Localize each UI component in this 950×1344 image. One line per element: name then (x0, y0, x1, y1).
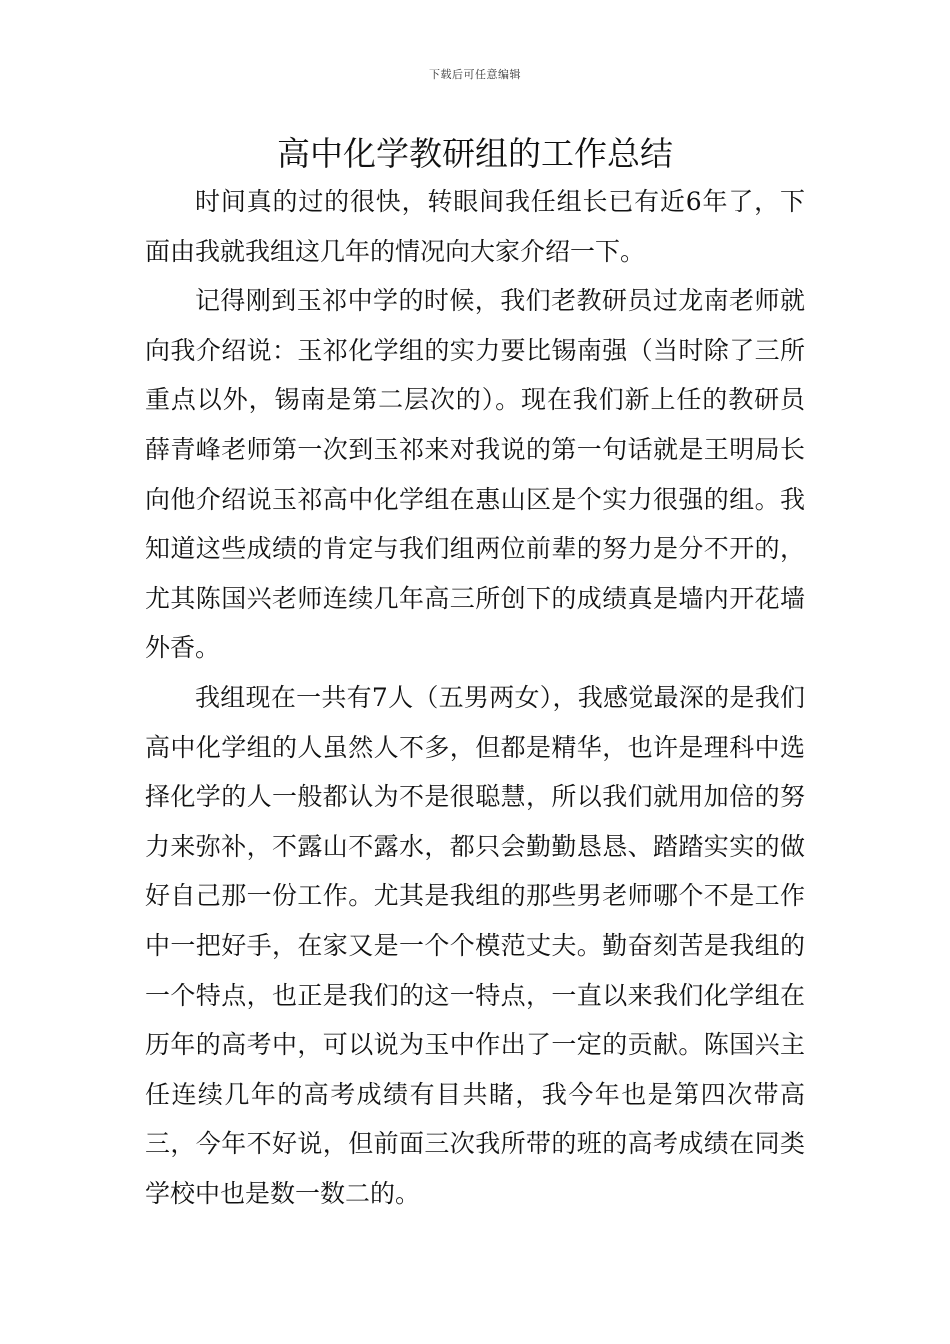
paragraph-1: 时间真的过的很快，转眼间我任组长已有近6年了，下面由我就我组这几年的情况向大家介绍一下。 (145, 187, 805, 266)
document-title: 高中化学教研组的工作总结 (277, 134, 673, 173)
paragraph-3: 我组现在一共有7人（五男两女），我感觉最深的是我们高中化学组的人虽然人不多，但都是精华，也许是理科中选择化学的人一般都认为不是很聪慧，所以我们就用加倍的努力来弥补，不露山不露水，都只会勤勤恳恳、踏踏实实的做好自己那一份工作。尤其是我组的那些男老师哪个不是工作中一把好手，在家又是一个个模范丈夫。勤奋刻苦是我组的一个特点，也正是我们的这一特点，一直以来我们化学组在历年的高考中，可以说为玉中作出了一定的贡献。陈国兴主任连续几年的高考成绩有目共睹，我今年也是第四次带高三，今年不好说，但前面三次我所带的班的高考成绩在同类学校中也是数一数二的。 (145, 682, 805, 1208)
paragraph-2: 记得刚到玉祁中学的时候，我们老教研员过龙南老师就向我介绍说：玉祁化学组的实力要比锡南强（当时除了三所重点以外，锡南是第二层次的）。现在我们新上任的教研员薛青峰老师第一次到玉祁来对我说的第一句话就是王明局长向他介绍说玉祁高中化学组在惠山区是个实力很强的组。我知道这些成绩的肯定与我们组两位前辈的努力是分不开的，尤其陈国兴老师连续几年高三所创下的成绩真是墙内开花墙外香。 (145, 286, 805, 663)
document-body (145, 177, 805, 1218)
header-note: 下载后可任意编辑 (429, 68, 521, 81)
